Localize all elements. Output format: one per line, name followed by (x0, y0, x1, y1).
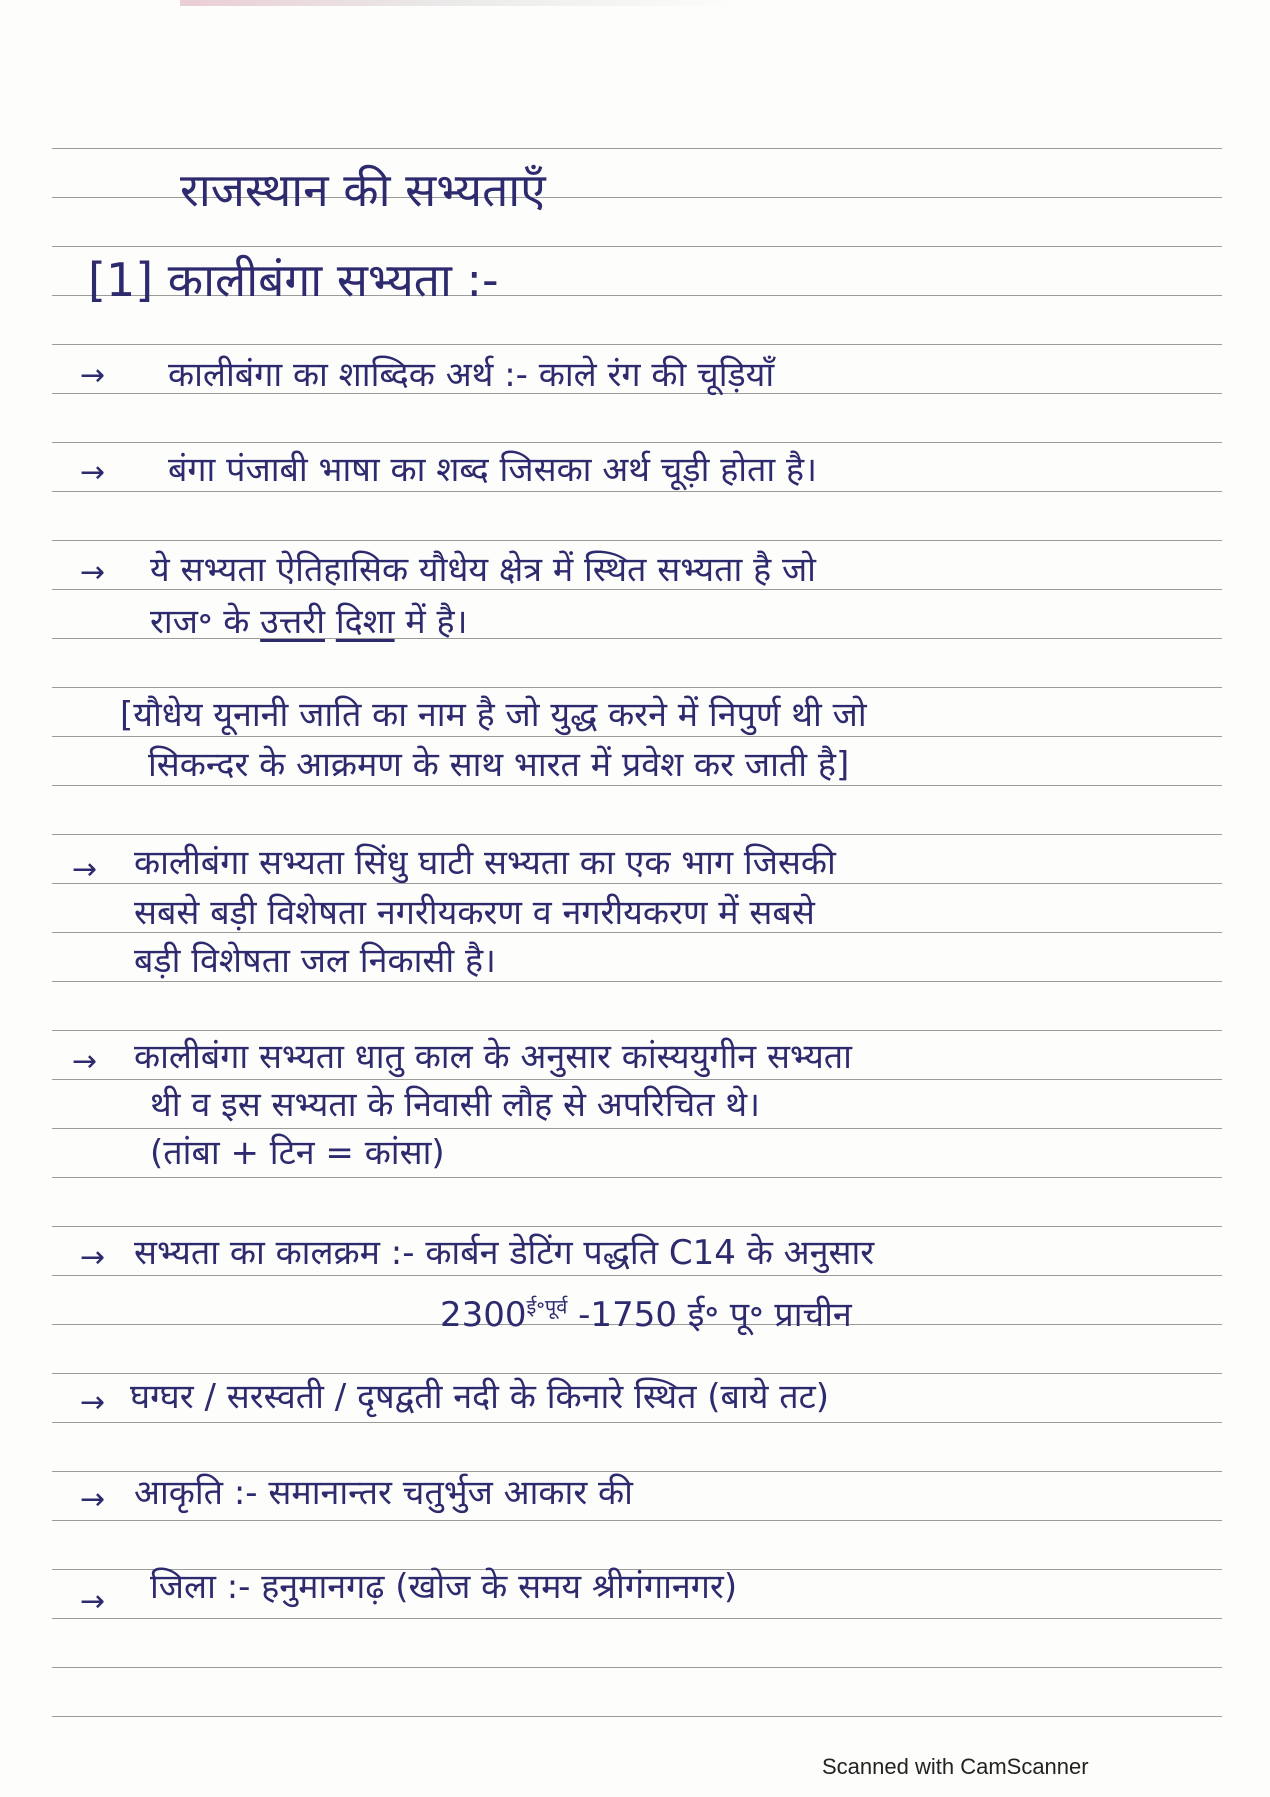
ruled-line (52, 1618, 1222, 1619)
scanner-watermark: Scanned with CamScanner (822, 1754, 1089, 1779)
point-text: घग्घर / सरस्वती / दृषद्वती नदी के किनारे स्थित (बाये तट) (130, 1377, 830, 1417)
ruled-line (52, 246, 1222, 247)
bullet-arrow: → (80, 1584, 106, 1619)
ruled-line (52, 344, 1222, 345)
point-text-line: सभ्यता का कालक्रम :- कार्बन डेटिंग पद्धति C14 के अनुसार (134, 1233, 875, 1273)
bullet-arrow: → (80, 1240, 106, 1275)
point-text-line: (तांबा + टिन = कांसा) (150, 1133, 445, 1173)
ruled-line (52, 1667, 1222, 1668)
page-title: राजस्थान की सभ्यताएँ (180, 163, 546, 217)
ruled-line (52, 834, 1222, 835)
ruled-line (52, 1226, 1222, 1227)
section-number: [1] (88, 253, 154, 307)
point-text-line: बड़ी विशेषता जल निकासी है। (134, 941, 496, 981)
point-text-line: कालीबंगा सभ्यता सिंधु घाटी सभ्यता का एक भाग जिसकी (134, 843, 836, 883)
point-text-line: ये सभ्यता ऐतिहासिक यौधेय क्षेत्र में स्थित सभ्यता है जो (150, 550, 816, 590)
point-text: जिला :- हनुमानगढ़ (खोज के समय श्रीगंगानगर) (150, 1567, 738, 1607)
ruled-line (52, 540, 1222, 541)
bullet-arrow: → (80, 555, 106, 590)
underlined-word: दिशा (335, 602, 395, 642)
section-heading (88, 248, 499, 310)
section-heading-text: कालीबंगा सभ्यता :- (167, 253, 499, 307)
bullet-arrow: → (72, 1044, 98, 1079)
point-text-line: कालीबंगा सभ्यता धातु काल के अनुसार कांस्ययुगीन सभ्यता (134, 1037, 852, 1077)
ruled-line (52, 1716, 1222, 1717)
point-text-line: थी व इस सभ्यता के निवासी लौह से अपरिचित थे। (150, 1085, 760, 1125)
point-text-line: सबसे बड़ी विशेषता नगरीयकरण व नगरीयकरण में सबसे (134, 893, 815, 933)
bullet-arrow: → (80, 358, 106, 393)
point-text-line: राज॰ के उत्तरी दिशा में है। (150, 602, 468, 642)
ruled-line (52, 1275, 1222, 1276)
ruled-line (52, 1030, 1222, 1031)
note-line: सिकन्दर के आक्रमण के साथ भारत में प्रवेश कर जाती है] (148, 745, 850, 785)
bullet-arrow: → (72, 852, 98, 887)
point-text: कालीबंगा का शाब्दिक अर्थ :- काले रंग की चूड़ियाँ (168, 355, 775, 395)
point-text: बंगा पंजाबी भाषा का शब्द जिसका अर्थ चूड़ी होता है। (168, 450, 817, 490)
ruled-line (52, 442, 1222, 443)
page-edge-smudge (180, 0, 740, 6)
note-line: [यौधेय यूनानी जाति का नाम है जो युद्ध करने में निपुर्ण थी जो (120, 695, 867, 735)
ruled-line (52, 687, 1222, 688)
ruled-line (52, 1422, 1222, 1423)
ruled-line (52, 1520, 1222, 1521)
point-text: आकृति :- समानान्तर चतुर्भुज आकार की (134, 1473, 633, 1513)
bullet-arrow: → (80, 1385, 106, 1420)
ruled-line (52, 491, 1222, 492)
ruled-line (52, 1177, 1222, 1178)
bullet-arrow: → (80, 455, 106, 490)
ruled-line (52, 736, 1222, 737)
bullet-arrow: → (80, 1482, 106, 1517)
point-text-line: $2300^{ई॰पूर्व}$ -1750 ई॰ पू॰ प्राचीन (440, 1294, 852, 1335)
ruled-line (52, 148, 1222, 149)
underlined-word: उत्तरी (260, 602, 325, 642)
